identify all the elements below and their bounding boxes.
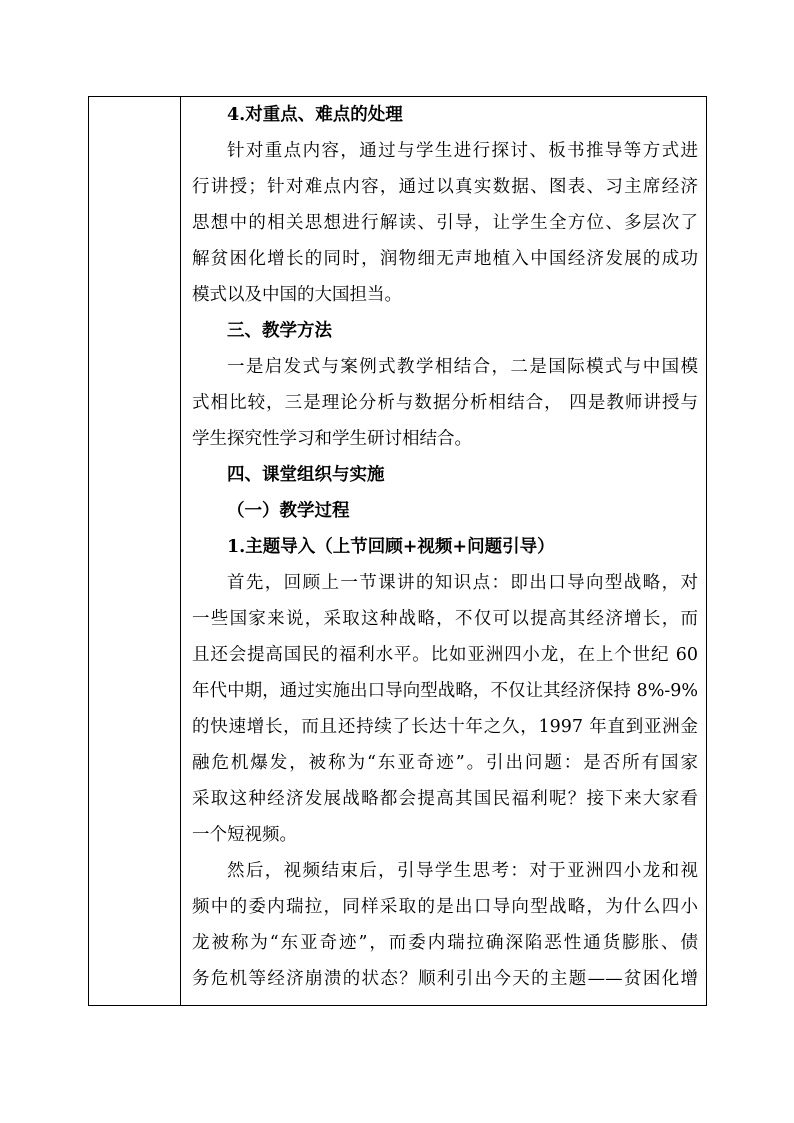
lesson-plan-table bbox=[88, 96, 707, 1006]
section-heading: 四、课堂组织与实施 bbox=[227, 465, 385, 485]
paragraph-line: 解贫困化增长的同时，润物细无声地植入中国经济发展的成功 bbox=[192, 249, 698, 269]
paragraph-line: 然后，视频结束后，引导学生思考：对于亚洲四小龙和视 bbox=[227, 861, 698, 881]
paragraph-line: 思想中的相关思想进行解读、引导，让学生全方位、多层次了 bbox=[192, 213, 698, 233]
paragraph-line: 学生探究性学习和学生研讨相结合。 bbox=[192, 429, 472, 449]
paragraph-line: 的快速增长，而且还持续了长达十年之久，1997 年直到亚洲金 bbox=[192, 717, 698, 737]
table-left-column bbox=[89, 97, 180, 1005]
paragraph-line: 一是启发式与案例式教学相结合，二是国际模式与中国模 bbox=[227, 357, 698, 377]
paragraph-line: 式相比较，三是理论分析与数据分析相结合， 四是教师讲授与 bbox=[192, 393, 698, 413]
paragraph-line: 龙被称为“东亚奇迹”，而委内瑞拉确深陷恶性通货膨胀、债 bbox=[192, 933, 698, 953]
paragraph-line: 一个短视频。 bbox=[192, 825, 297, 845]
paragraph-line: 模式以及中国的大国担当。 bbox=[192, 285, 402, 305]
paragraph-line: 融危机爆发，被称为“东亚奇迹”。引出问题：是否所有国家 bbox=[192, 753, 698, 773]
paragraph-line: 务危机等经济崩溃的状态？顺利引出今天的主题——贫困化增 bbox=[192, 969, 698, 989]
paragraph-line: 行讲授；针对难点内容，通过以真实数据、图表、习主席经济 bbox=[192, 177, 698, 197]
table-content-column bbox=[181, 97, 706, 1005]
paragraph-line: 一些国家来说，采取这种战略，不仅可以提高其经济增长，而 bbox=[192, 609, 698, 629]
section-heading: 1.主题导入（上节回顾+视频+问题引导） bbox=[227, 537, 555, 557]
section-heading: （一）教学过程 bbox=[227, 501, 350, 521]
paragraph-line: 且还会提高国民的福利水平。比如亚洲四小龙，在上个世纪 60 bbox=[192, 645, 698, 665]
paragraph-line: 频中的委内瑞拉，同样采取的是出口导向型战略，为什么四小 bbox=[192, 897, 698, 917]
paragraph-line: 针对重点内容，通过与学生进行探讨、板书推导等方式进 bbox=[227, 141, 698, 161]
section-heading: 三、教学方法 bbox=[227, 321, 332, 341]
paragraph-line: 采取这种经济发展战略都会提高其国民福利呢？接下来大家看 bbox=[192, 789, 698, 809]
paragraph-line: 年代中期，通过实施出口导向型战略，不仅让其经济保持 8%-9% bbox=[192, 681, 698, 701]
section-heading: 4.对重点、难点的处理 bbox=[227, 105, 403, 125]
paragraph-line: 首先，回顾上一节课讲的知识点：即出口导向型战略，对 bbox=[227, 573, 698, 593]
